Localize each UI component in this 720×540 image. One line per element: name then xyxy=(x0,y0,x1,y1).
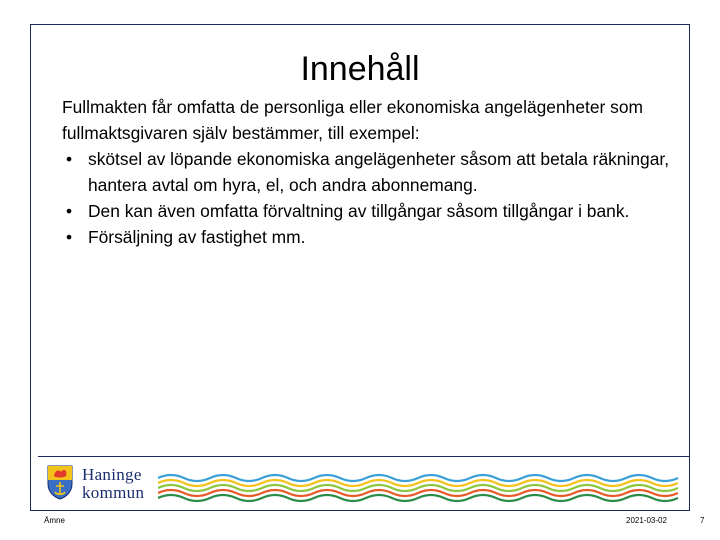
logo-wordmark xyxy=(82,466,144,502)
footer-subject: Ämne xyxy=(44,516,65,525)
list-item xyxy=(62,198,682,224)
logo-line-1: Haninge xyxy=(82,465,142,484)
intro-paragraph: Fullmakten får omfatta de personliga eller ekonomiska angelägenheter som fullmaktsgivaren själv bestämmer, till exempel: xyxy=(62,97,643,143)
decorative-waves xyxy=(158,466,688,506)
list-item xyxy=(62,146,682,198)
footer-divider xyxy=(38,456,690,457)
list-item-text: skötsel av löpande ekonomiska angelägenheter såsom att betala räkningar, hantera avtal om hyra, el, och andra abonnemang. xyxy=(88,149,670,195)
slide-body xyxy=(62,94,682,250)
slide-title-text: Innehåll xyxy=(300,50,420,88)
page-number: 7 xyxy=(700,516,705,525)
logo-line-2: kommun xyxy=(82,483,145,502)
list-item-text: Den kan även omfatta förvaltning av tillgångar såsom tillgångar i bank. xyxy=(88,201,630,221)
bullet-list xyxy=(62,146,682,250)
footer-date: 2021-03-02 xyxy=(626,516,667,525)
list-item xyxy=(62,224,682,250)
bullet-marker: • xyxy=(65,201,73,221)
slide-title xyxy=(0,50,720,88)
haninge-crest-icon xyxy=(46,464,74,500)
bullet-marker: • xyxy=(65,149,73,169)
bullet-marker: • xyxy=(65,227,73,247)
list-item-text: Försäljning av fastighet mm. xyxy=(88,227,306,247)
haninge-logo xyxy=(46,464,156,504)
